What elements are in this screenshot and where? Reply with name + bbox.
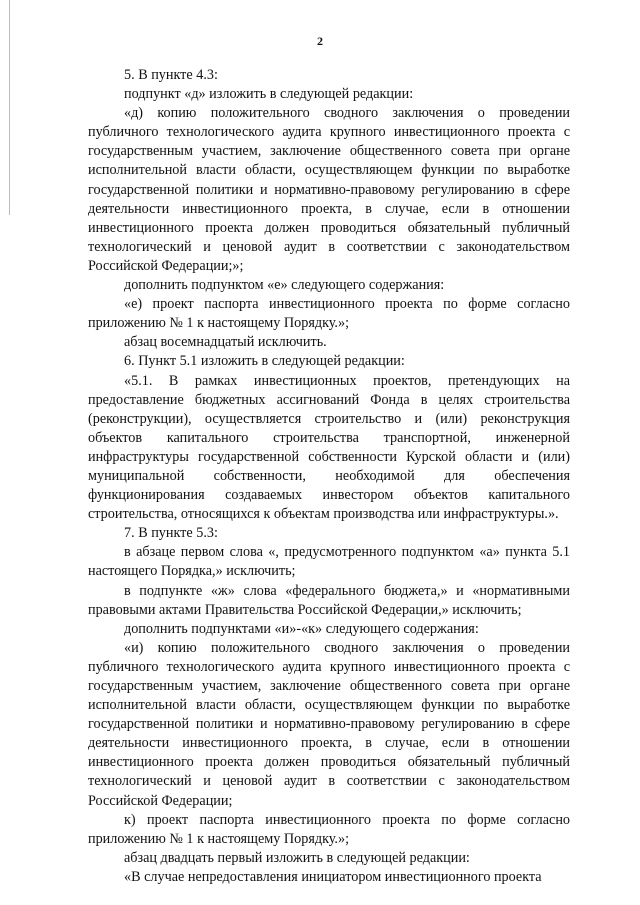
document-body (88, 66, 570, 887)
paragraph-subitem-e-text: «е) проект паспорта инвестиционного проекта по форме согласно приложению № 1 к настоящему Порядку.»; (88, 296, 570, 332)
paragraph-item-6-heading: 6. Пункт 5.1 изложить в следующей редакции: (124, 353, 405, 370)
paragraph-subitem-i-text: «и) копию положительного сводного заключения о проведении публичного технологического аудита крупного инвестиционного проекта с государственным участием, заключение общественного совета при органе исполнительной власти области, осуществляющем функции по выработке государственной политики и нормативно-правовому регулированию в сфере деятельности инвестиционного проекта, в случае, если в отношении инвестиционного проекта должен проводиться обязательный публичный технологический и ценовой аудит в соответствии с законодательством Российской Федерации; (88, 639, 570, 809)
paragraph-item-5-1-text: «5.1. В рамках инвестиционных проектов, претендующих на предоставление бюджетных ассигнований Фонда в целях строительства (реконструкции), осуществляется строительство и (или) реконструкция объектов капитального строительства транспортной, инженерной инфраструктуры государственной собственности Курской области и (или) муниципальной собственности, необходимой для обеспечения функционирования создаваемых инвестором объектов капитального строительства, относящихся к объектам производства или инфраструктуры.». (88, 372, 570, 523)
paragraph-abzac-21-intro: абзац двадцать первый изложить в следующей редакции: (124, 849, 470, 866)
paragraph-item-5-heading: 5. В пункте 4.3: (124, 67, 218, 83)
paragraph-subitem-d-intro: подпункт «д» изложить в следующей редакции: (124, 86, 414, 103)
paragraph-subitem-d-text: «д) копию положительного сводного заключения о проведении публичного технологического аудита крупного инвестиционного проекта с государственным участием, заключение общественного совета при органе исполнительной власти области, осуществляющем функции по выработке государственной политики и нормативно-правовому регулированию в сфере деятельности инвестиционного проекта, в случае, если в отношении инвестиционного проекта должен проводиться обязательный публичный технологический и ценовой аудит в соответствии с законодательством Российской Федерации;»; (88, 105, 570, 274)
paragraph-subitem-e-intro: дополнить подпунктом «е» следующего содержания: (124, 277, 445, 294)
page-number: 2 (317, 34, 323, 48)
paragraph-item-7-heading: 7. В пункте 5.3: (124, 525, 218, 542)
paragraph-abzac-21-text: «В случае непредоставления инициатором инвестиционного проекта (124, 868, 542, 885)
paragraph-first-abzac-change: в абзаце первом слова «, предусмотренного подпунктом «а» пункта 5.1 настоящего Порядка,» исключить; (88, 544, 570, 580)
paragraph-delete-18: абзац восемнадцатый исключить. (124, 334, 327, 351)
paragraph-subitems-i-k-intro: дополнить подпунктами «и»-«к» следующего содержания: (124, 620, 479, 637)
paragraph-subitem-k-text: к) проект паспорта инвестиционного проекта по форме согласно приложению № 1 к настоящему Порядку.»; (88, 811, 570, 847)
paragraph-subitem-zh-change: в подпункте «ж» слова «федерального бюджета,» и «нормативными правовыми актами Правительства Российской Федерации,» исключить; (88, 582, 570, 618)
scan-edge-line (9, 0, 10, 215)
